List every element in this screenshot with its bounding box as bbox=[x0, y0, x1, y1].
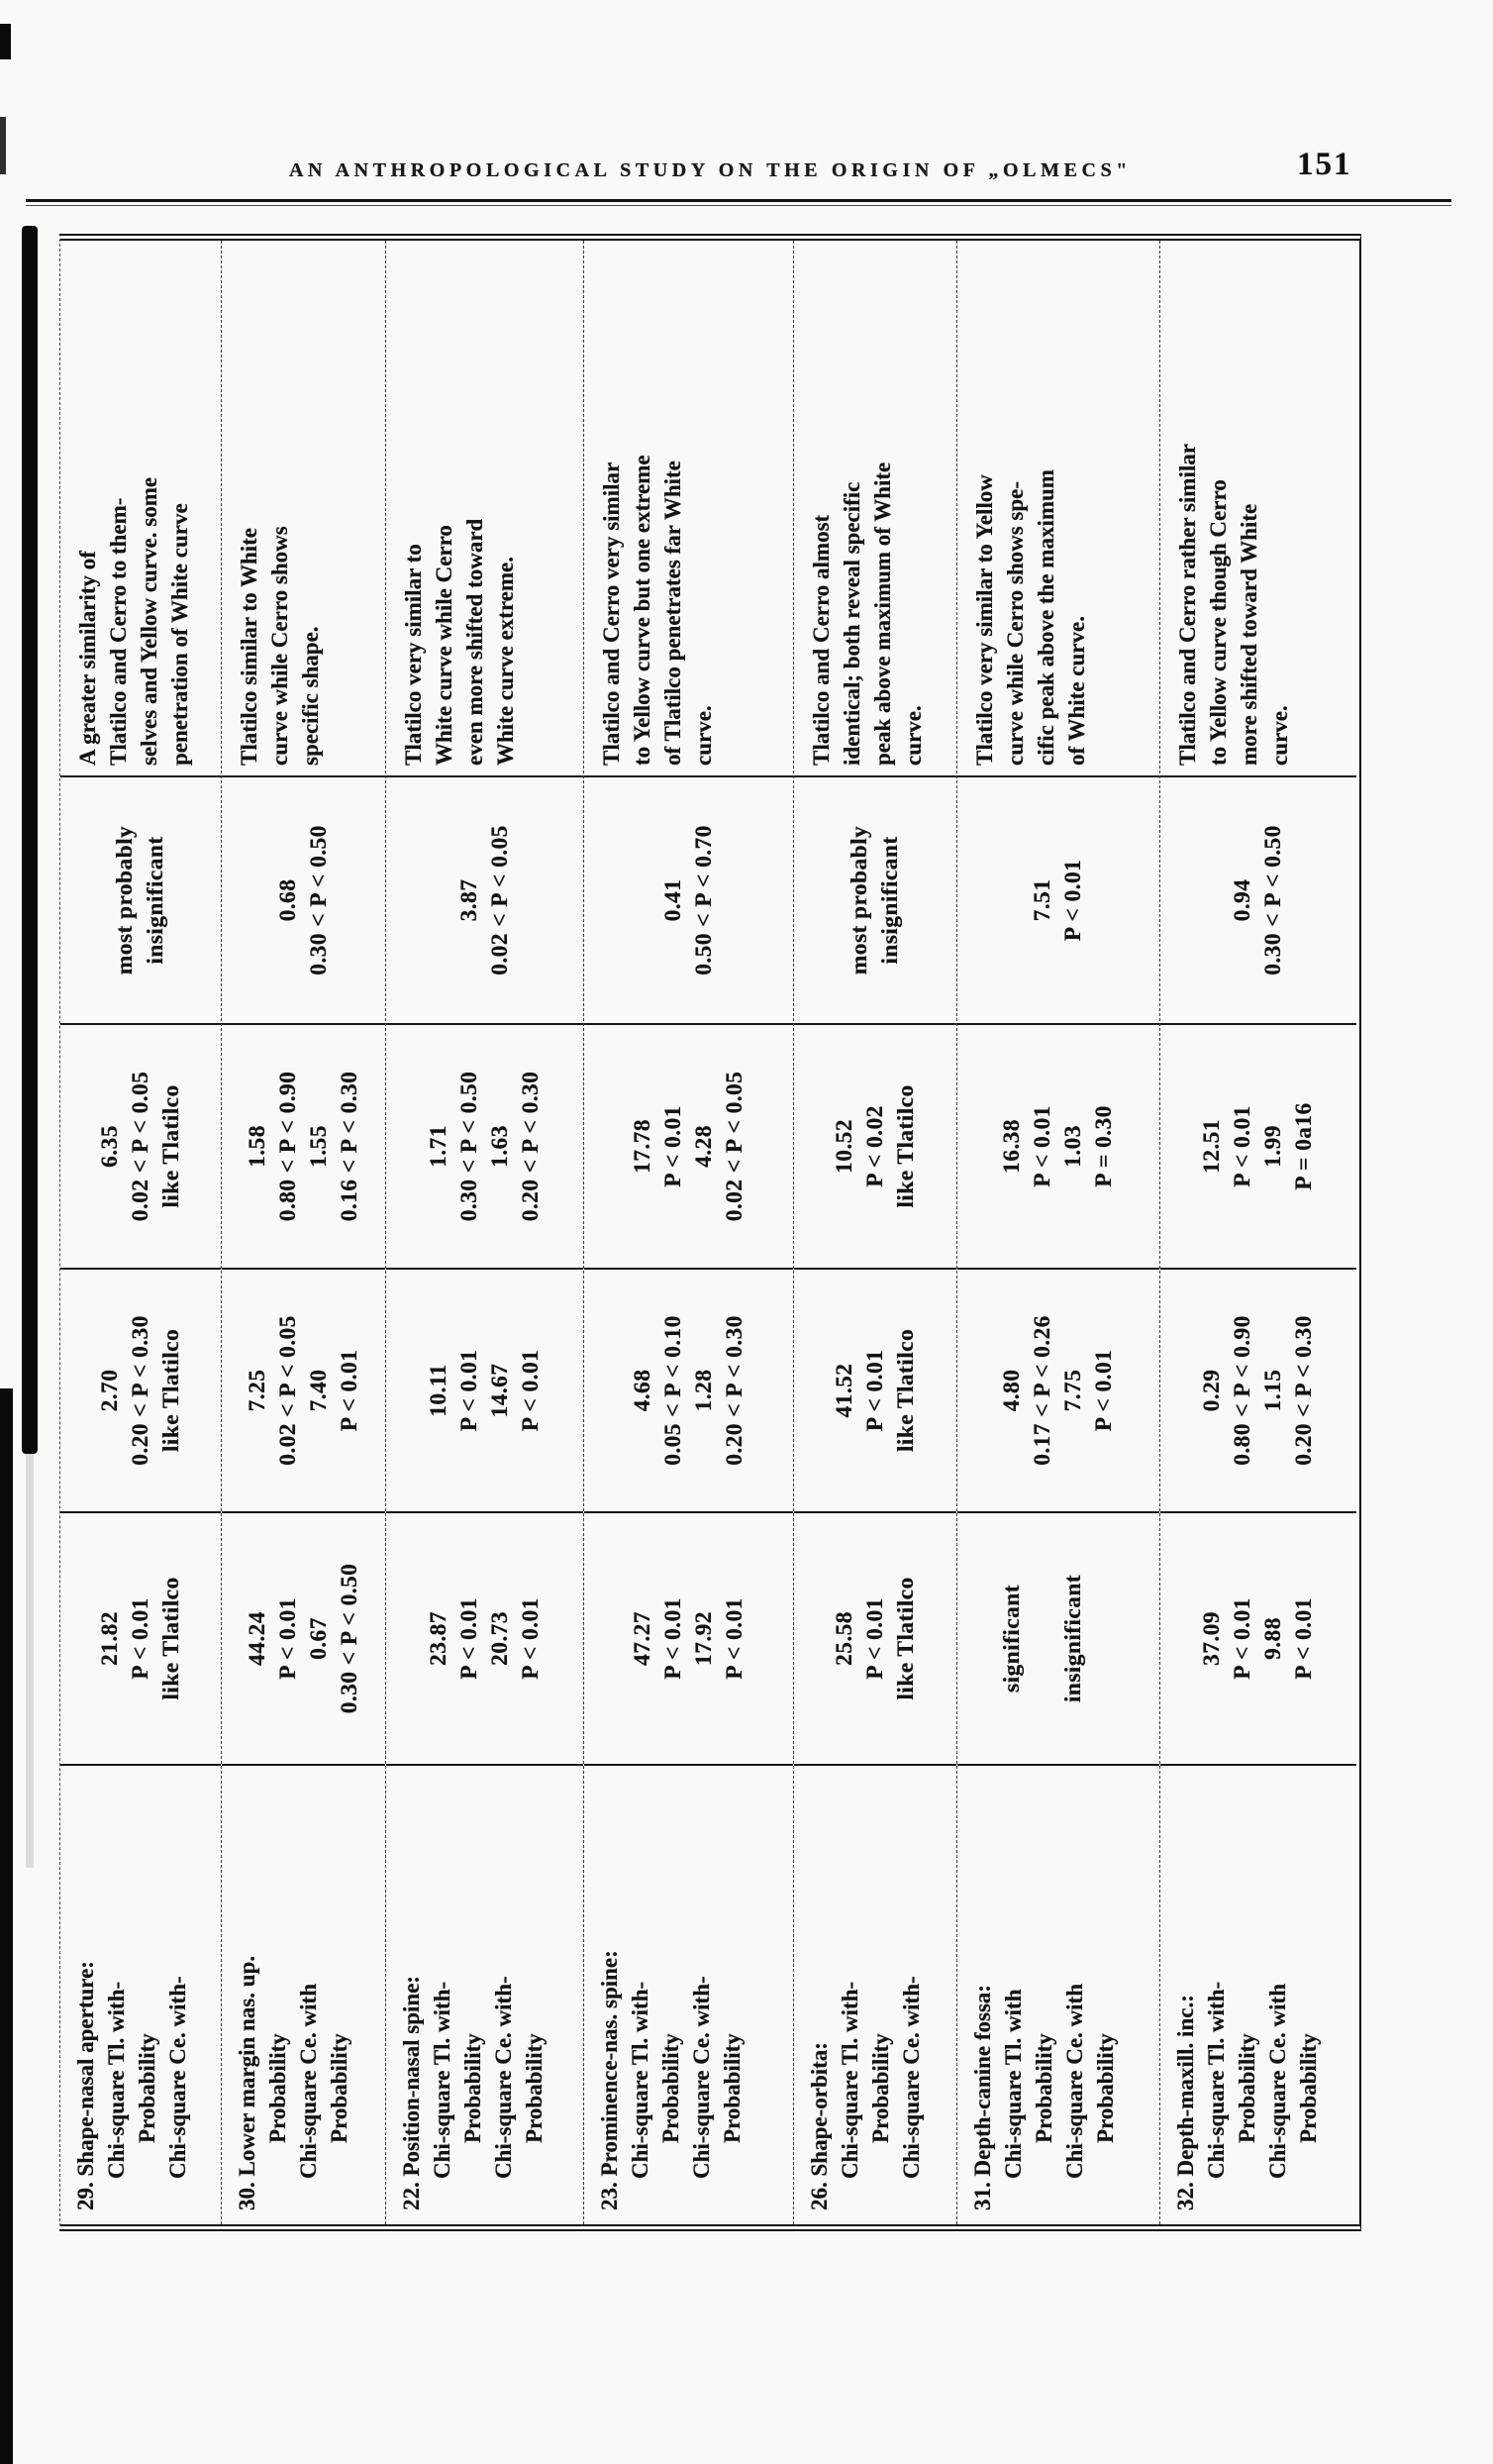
col-b-cell bbox=[1160, 1268, 1356, 1511]
value-line: P < 0.02 bbox=[861, 1105, 888, 1187]
description-cell bbox=[957, 241, 1159, 775]
value-line: 0.20 < P < 0.30 bbox=[1291, 1315, 1317, 1466]
value-line: 7.75 bbox=[1060, 1369, 1086, 1412]
value-line: 0.20 < P < 0.30 bbox=[127, 1315, 153, 1466]
value-line: 17.92 bbox=[690, 1611, 717, 1666]
table-row-22 bbox=[385, 241, 583, 2224]
value-line: 37.09 bbox=[1199, 1611, 1225, 1666]
scan-artifact-edge-mark bbox=[0, 117, 6, 174]
value-line: 10.11 bbox=[425, 1364, 451, 1417]
col-b-cell bbox=[222, 1268, 385, 1511]
value-line: 1.28 bbox=[690, 1369, 717, 1412]
header-rule-thin bbox=[26, 205, 1451, 206]
value-line: 0.50 < P < 0.70 bbox=[690, 825, 717, 975]
value-line: 1.63 bbox=[486, 1125, 513, 1168]
value-line: most probably bbox=[112, 825, 138, 975]
description-line: Tlatilco and Cerro to them- bbox=[106, 497, 131, 766]
label-cell bbox=[1160, 1764, 1356, 2224]
value-line: 7.51 bbox=[1030, 878, 1055, 922]
col-d-cell bbox=[60, 775, 221, 1023]
value-line: 4.80 bbox=[999, 1369, 1025, 1412]
col-c-cell bbox=[1160, 1023, 1356, 1268]
value-line: P < 0.01 bbox=[455, 1597, 482, 1680]
header-rule-thick bbox=[26, 199, 1451, 202]
value-line: like Tlatilco bbox=[157, 1577, 184, 1700]
description-line: Tlatilco and Cerro almost bbox=[809, 514, 834, 766]
col-a-cell bbox=[1160, 1511, 1356, 1764]
value-line: 1.15 bbox=[1260, 1369, 1286, 1412]
description-line: Tlatilco very similar to bbox=[401, 544, 426, 766]
value-line: 0.20 < P < 0.30 bbox=[517, 1071, 544, 1222]
description-line: curve while Cerro shows bbox=[267, 526, 292, 766]
value-line: like Tlatilco bbox=[157, 1084, 184, 1208]
value-line: 12.51 bbox=[1199, 1119, 1225, 1174]
value-line: 0.02 < P < 0.05 bbox=[486, 825, 513, 975]
value-line: 10.52 bbox=[831, 1119, 857, 1174]
value-line: 0.80 < P < 0.90 bbox=[274, 1071, 301, 1222]
value-line: P < 0.01 bbox=[1230, 1597, 1255, 1680]
value-line: 0.29 bbox=[1199, 1369, 1225, 1412]
description-cell bbox=[584, 241, 793, 775]
col-b-cell bbox=[60, 1268, 221, 1511]
description-line: identical; both reveal specific bbox=[840, 481, 864, 766]
description-line: peak above maximum of White bbox=[870, 462, 895, 766]
value-line: 17.78 bbox=[629, 1119, 655, 1174]
value-line: P < 0.01 bbox=[1060, 859, 1086, 942]
label-cell bbox=[957, 1764, 1159, 2224]
label-line: Probability bbox=[868, 2033, 893, 2143]
table-row-26 bbox=[793, 241, 956, 2224]
scan-artifact-gutter-shadow bbox=[0, 1388, 13, 2464]
value-line: 0.02 < P < 0.05 bbox=[721, 1071, 747, 1222]
value-line: 1.58 bbox=[244, 1125, 270, 1168]
description-line: to Yellow curve but one extreme bbox=[630, 455, 654, 766]
value-line: like Tlatilco bbox=[892, 1328, 919, 1453]
value-line: 1.03 bbox=[1060, 1125, 1086, 1168]
value-line: P < 0.01 bbox=[659, 1597, 686, 1680]
label-line: 30. Lower margin nas. up. bbox=[235, 1955, 259, 2210]
label-line: Chi-square Ce. with- bbox=[689, 1976, 714, 2179]
col-d-cell bbox=[794, 775, 956, 1023]
value-line: 0.16 < P < 0.30 bbox=[336, 1071, 362, 1222]
label-line: Probability bbox=[1235, 2033, 1259, 2143]
description-line: Tlatilco and Cerro very similar bbox=[599, 462, 624, 766]
label-cell bbox=[386, 1764, 583, 2224]
col-a-cell bbox=[794, 1511, 956, 1764]
label-line: 22. Position-nasal spine: bbox=[399, 1975, 424, 2210]
value-line: 23.87 bbox=[425, 1611, 451, 1666]
label-line: Probability bbox=[135, 2033, 159, 2143]
label-line: Chi-square Ce. with bbox=[296, 1983, 321, 2179]
description-line: White curve extreme. bbox=[493, 557, 518, 766]
value-line: 0.30 < P < 0.50 bbox=[336, 1563, 362, 1714]
col-c-cell bbox=[60, 1023, 221, 1268]
col-b-cell bbox=[794, 1268, 956, 1511]
value-line: 0.30 < P < 0.50 bbox=[1260, 825, 1286, 975]
value-line: 47.27 bbox=[629, 1611, 655, 1666]
value-line: 0.67 bbox=[305, 1617, 332, 1660]
value-line: 4.28 bbox=[690, 1125, 717, 1168]
value-line: 0.05 < P < 0.10 bbox=[659, 1315, 686, 1466]
results-table bbox=[59, 234, 1361, 2231]
description-line: specific shape. bbox=[298, 626, 323, 766]
description-line: selves and Yellow curve. some bbox=[137, 476, 161, 766]
description-cell bbox=[794, 241, 956, 775]
value-line: P < 0.01 bbox=[721, 1597, 747, 1680]
label-cell bbox=[222, 1764, 385, 2224]
col-a-cell bbox=[584, 1511, 793, 1764]
value-line: 7.25 bbox=[244, 1369, 270, 1412]
col-d-cell bbox=[957, 775, 1159, 1023]
value-line: 41.52 bbox=[831, 1363, 857, 1418]
label-line: Chi-square Ce. with- bbox=[899, 1976, 924, 2179]
value-line: P < 0.01 bbox=[455, 1349, 482, 1432]
value-line: 9.88 bbox=[1260, 1617, 1286, 1660]
col-c-cell bbox=[957, 1023, 1159, 1268]
label-line: Probability bbox=[522, 2033, 547, 2143]
col-b-cell bbox=[957, 1268, 1159, 1511]
description-line: Tlatilco similar to White bbox=[237, 528, 261, 766]
value-line: P < 0.01 bbox=[127, 1597, 153, 1680]
label-line: Probability bbox=[327, 2033, 351, 2143]
table-row-23 bbox=[583, 241, 793, 2224]
value-line: 0.94 bbox=[1230, 878, 1255, 922]
value-line: P < 0.01 bbox=[659, 1105, 686, 1187]
description-line: curve. bbox=[901, 705, 926, 766]
table-row-30 bbox=[221, 241, 385, 2224]
description-line: curve. bbox=[1267, 705, 1292, 766]
label-line: Chi-square Ce. with- bbox=[165, 1976, 190, 2179]
col-c-cell bbox=[222, 1023, 385, 1268]
value-line: 1.99 bbox=[1260, 1125, 1286, 1168]
description-line: curve while Cerro shows spe- bbox=[1003, 480, 1028, 766]
col-b-cell bbox=[584, 1268, 793, 1511]
col-d-cell bbox=[584, 775, 793, 1023]
label-line: Chi-square Tl. with- bbox=[838, 1981, 862, 2179]
scan-artifact-left-bar bbox=[22, 226, 38, 1454]
label-line: Probability bbox=[1032, 2033, 1056, 2143]
page-number: 151 bbox=[1297, 147, 1352, 182]
scan-artifact-left-bar-fade bbox=[26, 1452, 34, 1868]
description-line: Tlatilco and Cerro rather similar bbox=[1175, 444, 1200, 766]
label-line: 26. Shape-orbita: bbox=[807, 2042, 832, 2210]
description-line: of White curve. bbox=[1064, 616, 1089, 766]
description-line: A greater similarity of bbox=[75, 551, 100, 766]
value-line: like Tlatilco bbox=[892, 1577, 919, 1700]
description-cell bbox=[222, 241, 385, 775]
label-line: Chi-square Tl. with- bbox=[430, 1981, 454, 2179]
col-a-cell bbox=[222, 1511, 385, 1764]
label-line: Probability bbox=[265, 2033, 290, 2143]
value-line: P < 0.01 bbox=[861, 1597, 888, 1680]
col-a-cell bbox=[957, 1511, 1159, 1764]
value-line: like Tlatilco bbox=[892, 1084, 919, 1208]
col-a-cell bbox=[60, 1511, 221, 1764]
value-line: P < 0.01 bbox=[336, 1349, 362, 1432]
description-line: Tlatilco very similar to Yellow bbox=[972, 474, 997, 766]
label-line: Probability bbox=[658, 2033, 683, 2143]
label-line: Probability bbox=[1296, 2033, 1321, 2143]
value-line: 6.35 bbox=[96, 1125, 123, 1168]
value-line: P < 0.01 bbox=[517, 1349, 544, 1432]
value-line: 7.40 bbox=[305, 1369, 332, 1412]
label-line: Chi-square Ce. with bbox=[1062, 1983, 1087, 2179]
description-cell bbox=[60, 241, 221, 775]
value-line: 44.24 bbox=[244, 1611, 270, 1666]
description-line: White curve while Cerro bbox=[432, 525, 456, 766]
value-line: 0.30 < P < 0.50 bbox=[305, 825, 332, 975]
label-cell bbox=[60, 1764, 221, 2224]
col-a-cell bbox=[386, 1511, 583, 1764]
value-line: 0.02 < P < 0.05 bbox=[274, 1315, 301, 1466]
description-line: of Tlatilco penetrates far White bbox=[660, 461, 685, 766]
label-line: Probability bbox=[1093, 2033, 1118, 2143]
description-line: more shifted toward White bbox=[1237, 503, 1261, 766]
value-line: insignificant bbox=[877, 836, 903, 965]
value-line: like Tlatilco bbox=[157, 1328, 184, 1453]
label-cell bbox=[794, 1764, 956, 2224]
value-line: 0.80 < P < 0.90 bbox=[1230, 1315, 1255, 1466]
label-line: 23. Prominence-nas. spine: bbox=[597, 1950, 622, 2210]
value-line: P < 0.01 bbox=[1291, 1597, 1317, 1680]
value-line: 4.68 bbox=[629, 1369, 655, 1412]
value-line: 1.71 bbox=[425, 1125, 451, 1168]
value-line: 2.70 bbox=[96, 1369, 123, 1412]
col-b-cell bbox=[386, 1268, 583, 1511]
label-line: Probability bbox=[460, 2033, 485, 2143]
description-cell bbox=[386, 241, 583, 775]
col-c-cell bbox=[584, 1023, 793, 1268]
value-line: 25.58 bbox=[831, 1611, 857, 1666]
label-cell bbox=[584, 1764, 793, 2224]
col-c-cell bbox=[386, 1023, 583, 1268]
label-line: 32. Depth-maxill. inc.: bbox=[1173, 1995, 1198, 2210]
label-line: Chi-square Tl. with- bbox=[104, 1981, 129, 2179]
value-line bbox=[1089, 1635, 1120, 1641]
value-line: 16.38 bbox=[999, 1119, 1025, 1174]
label-line: Chi-square Ce. with- bbox=[491, 1976, 516, 2179]
value-line: significant bbox=[999, 1585, 1025, 1693]
value-line: P < 0.01 bbox=[1091, 1349, 1117, 1432]
label-line: Chi-square Tl. with bbox=[1001, 1989, 1026, 2179]
description-line: to Yellow curve though Cerro bbox=[1206, 479, 1231, 766]
value-line: insignificant bbox=[1060, 1574, 1086, 1703]
label-line: Chi-square Tl. with- bbox=[628, 1981, 652, 2179]
value-line: most probably bbox=[846, 825, 872, 975]
value-line: 0.02 < P < 0.05 bbox=[127, 1071, 153, 1222]
value-line: P < 0.01 bbox=[861, 1349, 888, 1432]
value-line: insignificant bbox=[143, 836, 168, 965]
description-line: cific peak above the maximum bbox=[1034, 469, 1058, 766]
value-line: P = 0a16 bbox=[1291, 1102, 1317, 1190]
scan-artifact-corner-mark bbox=[0, 24, 11, 59]
label-line: Probability bbox=[720, 2033, 745, 2143]
description-line: even more shifted toward bbox=[462, 518, 487, 766]
value-line: 0.20 < P < 0.30 bbox=[721, 1315, 747, 1466]
value-line: 0.68 bbox=[274, 878, 301, 922]
value-line: 21.82 bbox=[96, 1611, 123, 1666]
value-line: 0.30 < P < 0.50 bbox=[455, 1071, 482, 1222]
description-line: penetration of White curve bbox=[167, 503, 192, 766]
value-line: 3.87 bbox=[455, 878, 482, 922]
col-d-cell bbox=[1160, 775, 1356, 1023]
col-d-cell bbox=[222, 775, 385, 1023]
value-line: P < 0.01 bbox=[1030, 1105, 1055, 1187]
label-line: 31. Depth-canine fossa: bbox=[970, 1984, 995, 2210]
value-line: P < 0.01 bbox=[274, 1597, 301, 1680]
label-line: Chi-square Ce. with bbox=[1265, 1983, 1290, 2179]
running-header: AN ANTHROPOLOGICAL STUDY ON THE ORIGIN OF „OLMECS" bbox=[289, 159, 1133, 181]
value-line: 1.55 bbox=[305, 1125, 332, 1168]
description-cell bbox=[1160, 241, 1356, 775]
description-line: curve. bbox=[691, 705, 716, 766]
value-line: P < 0.01 bbox=[517, 1597, 544, 1680]
label-line: Chi-square Tl. with- bbox=[1204, 1981, 1229, 2179]
value-line bbox=[1028, 1635, 1058, 1641]
value-line: 0.17 < P < 0.26 bbox=[1030, 1315, 1055, 1466]
col-d-cell bbox=[386, 775, 583, 1023]
value-line: 20.73 bbox=[486, 1611, 513, 1666]
label-line: 29. Shape-nasal aperture: bbox=[73, 1961, 98, 2210]
value-line: P < 0.01 bbox=[1230, 1105, 1255, 1187]
value-line: 14.67 bbox=[486, 1363, 513, 1418]
table-row-32 bbox=[1159, 241, 1356, 2224]
col-c-cell bbox=[794, 1023, 956, 1268]
value-line: P = 0.30 bbox=[1091, 1105, 1117, 1187]
value-line: 0.41 bbox=[659, 878, 686, 922]
table-row-29 bbox=[60, 241, 221, 2224]
table-row-31 bbox=[956, 241, 1159, 2224]
